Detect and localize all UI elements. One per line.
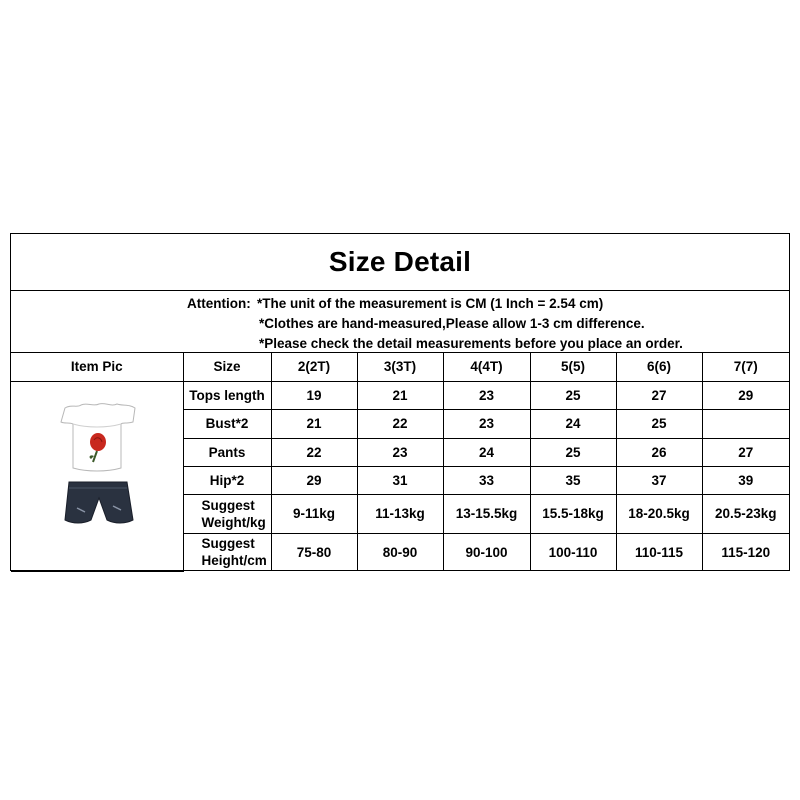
table-cell: 22 [357,409,443,438]
table-cell: 19 [271,381,357,409]
table-cell: 25 [616,409,702,438]
table-cell: 31 [357,466,443,494]
table-cell: 33 [443,466,530,494]
size-column-header: 4(4T) [443,353,530,381]
attention-label: Attention: [187,296,251,311]
size-table [11,353,789,572]
size-column-header: 6(6) [616,353,702,381]
table-cell: 24 [443,438,530,466]
table-cell: 13-15.5kg [443,494,530,533]
table-cell: 11-13kg [357,494,443,533]
size-column-header: 3(3T) [357,353,443,381]
attention-note: *The unit of the measurement is CM (1 Inch = 2.54 cm) [257,296,604,311]
attention-notes [11,291,789,353]
table-cell: 15.5-18kg [530,494,616,533]
table-cell: 25 [530,381,616,409]
size-column-header: 7(7) [702,353,789,381]
row-label: Suggest Weight/kg [183,494,271,533]
table-cell: 21 [271,409,357,438]
table-cell: 27 [616,381,702,409]
table-cell: 21 [357,381,443,409]
attention-note: *Please check the detail measurements before you place an order. [259,336,683,351]
table-cell: 24 [530,409,616,438]
product-outfit-icon [47,402,147,542]
row-label: Pants [183,438,271,466]
table-cell: 23 [443,381,530,409]
table-cell [702,409,789,438]
table-cell: 18-20.5kg [616,494,702,533]
table-row [11,381,789,409]
table-cell: 100-110 [530,533,616,571]
size-chart [10,233,790,571]
table-cell: 35 [530,466,616,494]
table-cell: 80-90 [357,533,443,571]
row-label: Tops length [183,381,271,409]
table-cell: 9-11kg [271,494,357,533]
table-cell: 20.5-23kg [702,494,789,533]
table-cell: 23 [443,409,530,438]
table-cell: 23 [357,438,443,466]
size-header: Size [183,353,271,381]
table-cell: 26 [616,438,702,466]
row-label: Hip*2 [183,466,271,494]
item-pic-header: Item Pic [11,353,183,381]
page-title: Size Detail [328,246,472,277]
table-cell: 25 [530,438,616,466]
size-column-header: 5(5) [530,353,616,381]
size-column-header: 2(2T) [271,353,357,381]
table-cell: 29 [271,466,357,494]
table-cell: 39 [702,466,789,494]
title-row [11,234,789,291]
table-cell: 37 [616,466,702,494]
row-label: Bust*2 [183,409,271,438]
table-cell: 110-115 [616,533,702,571]
row-label: Suggest Height/cm [183,533,271,571]
table-cell: 75-80 [271,533,357,571]
table-cell: 90-100 [443,533,530,571]
table-cell: 22 [271,438,357,466]
table-cell: 29 [702,381,789,409]
attention-note: *Clothes are hand-measured,Please allow 1-3 cm difference. [259,316,645,331]
table-cell: 115-120 [702,533,789,571]
table-cell: 27 [702,438,789,466]
item-pic-cell [11,381,183,571]
header-row [11,353,789,381]
